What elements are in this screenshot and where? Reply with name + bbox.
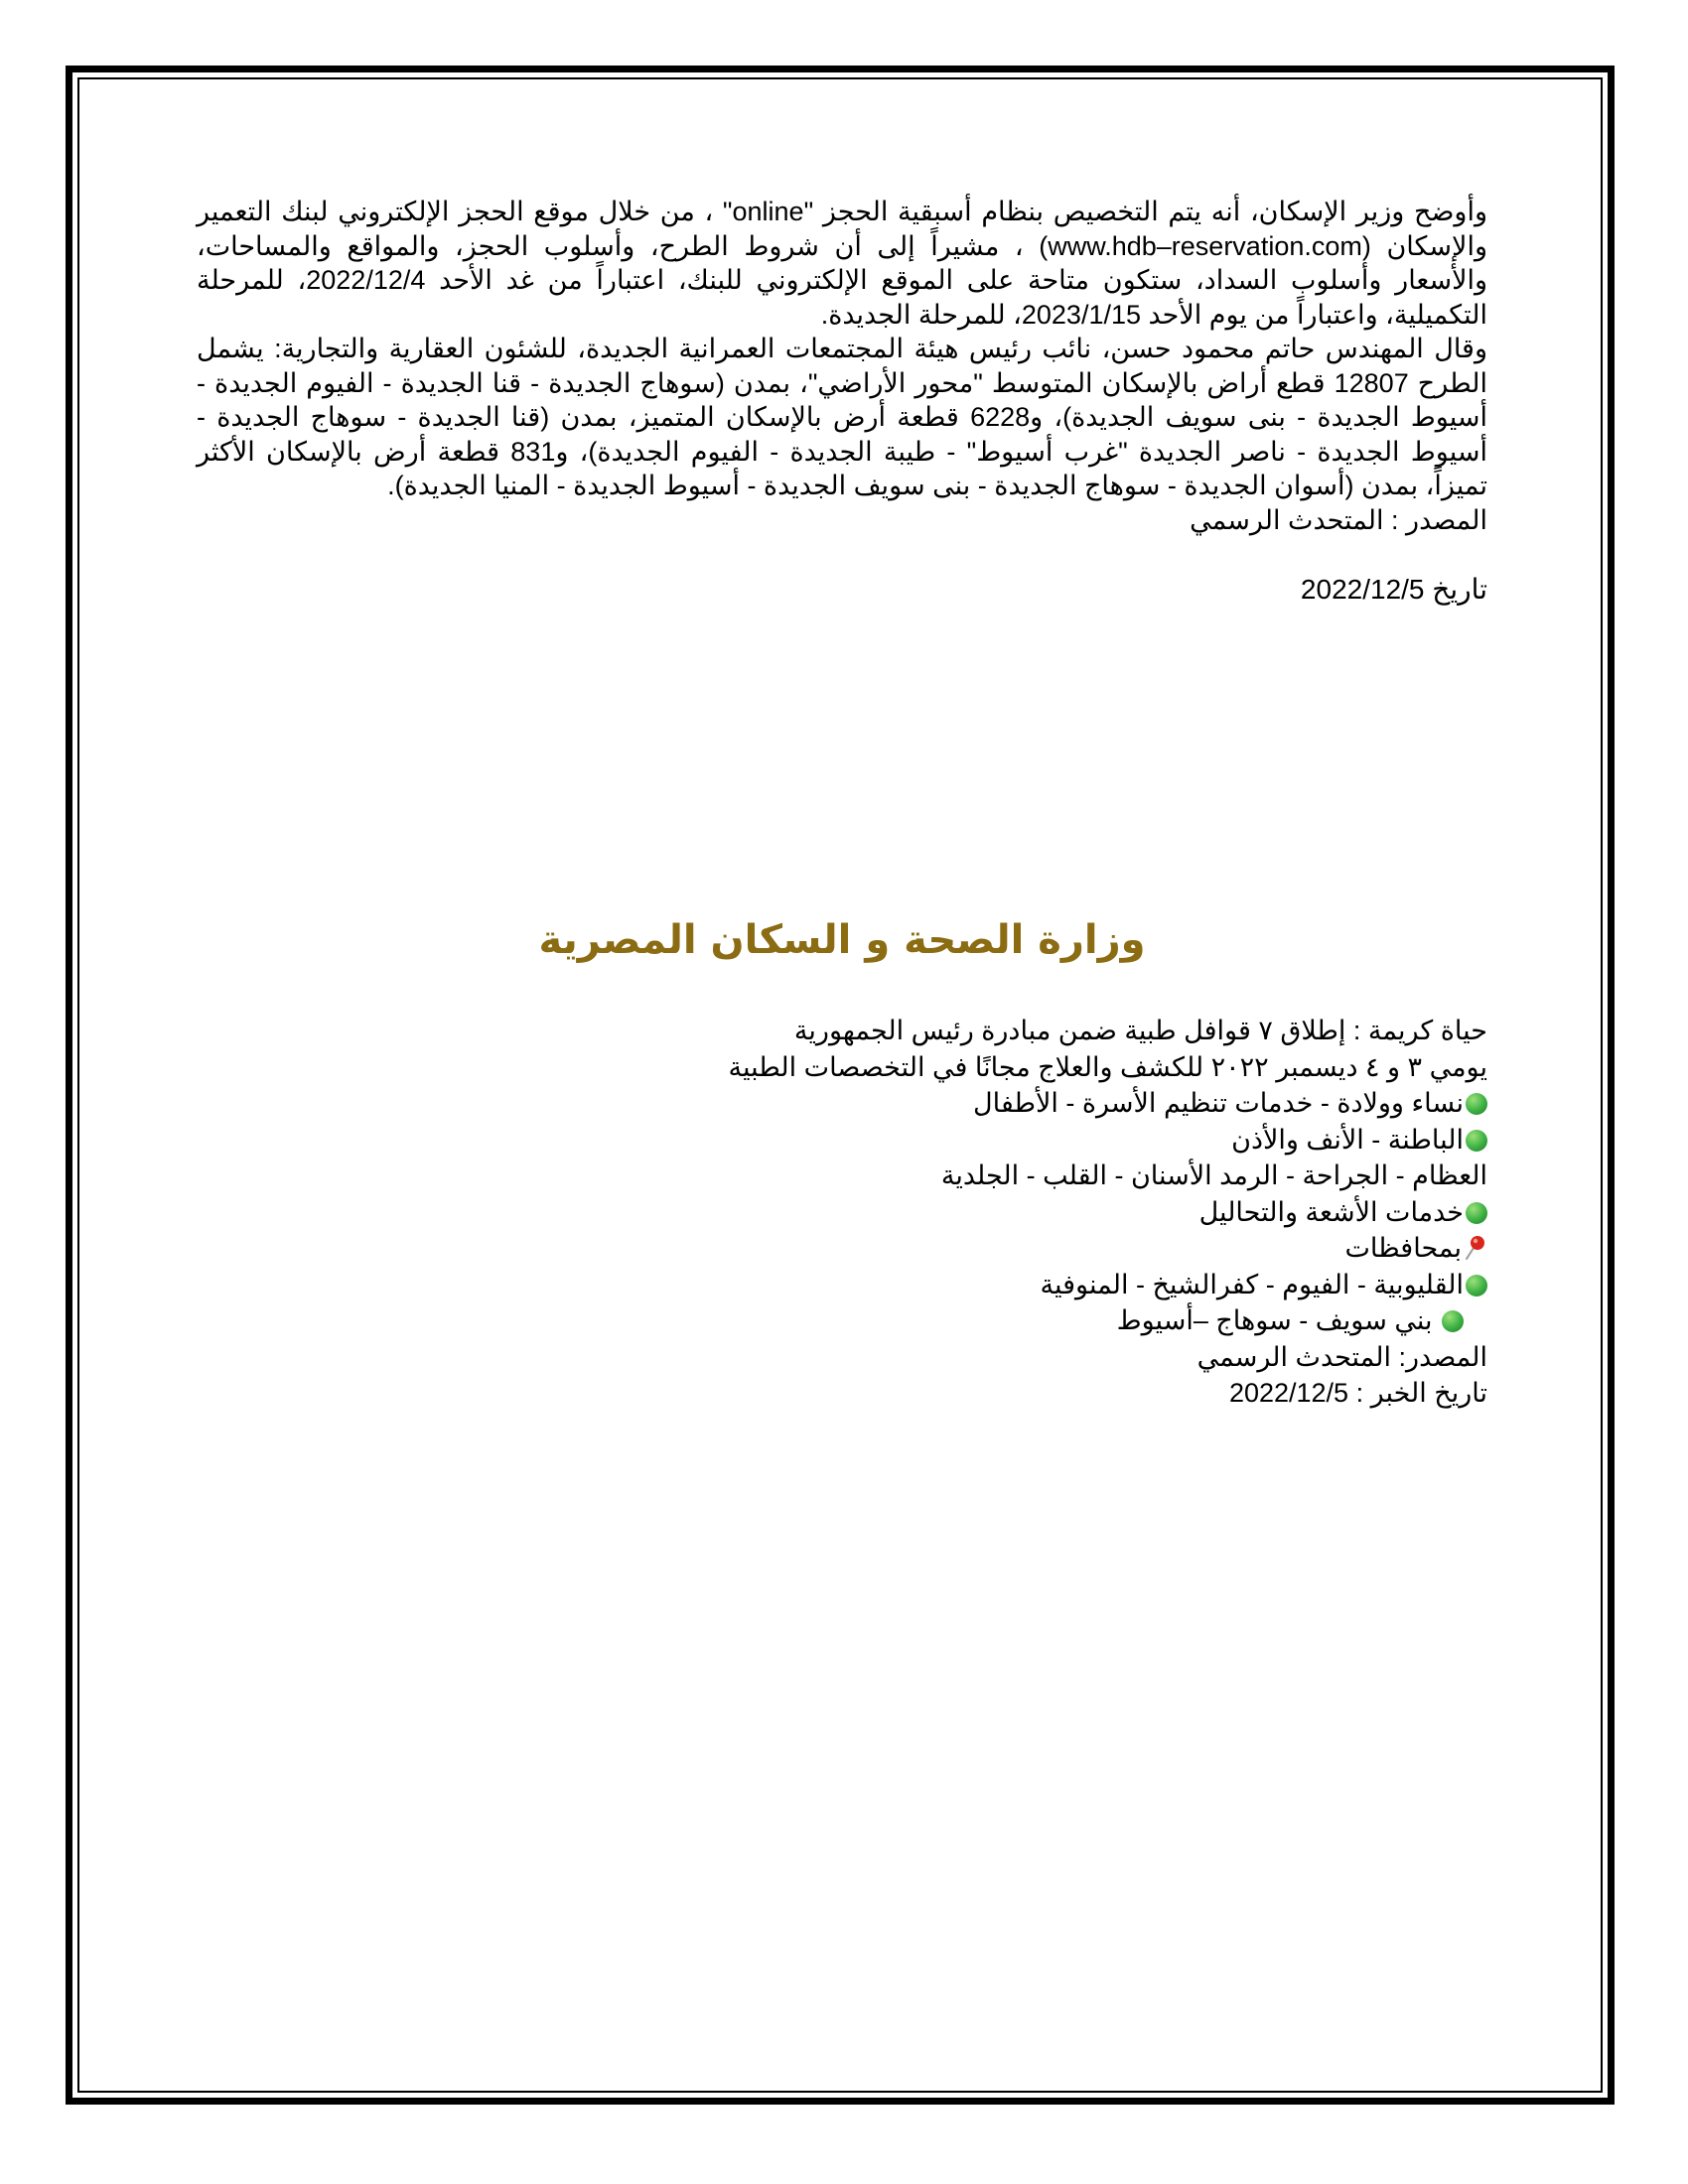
green-circle-icon: [1466, 1275, 1487, 1297]
housing-date: تاريخ 2022/12/5: [1300, 574, 1487, 605]
housing-source: المصدر : المتحدث الرسمي: [1190, 504, 1487, 535]
specialty-item-3: [197, 1194, 1487, 1231]
health-source: المصدر: المتحدث الرسمي: [1196, 1341, 1487, 1372]
green-circle-icon: [1466, 1130, 1487, 1152]
governorates-item-1-text: القليوبية - الفيوم - كفرالشيخ - المنوفية: [1040, 1269, 1464, 1299]
governorates-label: [197, 1230, 1487, 1267]
housing-paragraph-1: وأوضح وزير الإسكان، أنه يتم التخصيص بنظام أسبقية الحجز "online" ، من خلال موقع الحجز الإلكتروني لبنك التعمير والإسكان (www.hdb–reservation.com) ، مشيراً إلى أن شروط الطرح، وأسلوب الحجز، والمواقع والمساحات، والأسعار وأسلوب السداد، ستكون متاحة على الموقع الإلكتروني للبنك، اعتباراً من غد الأحد 2022/12/4، للمرحلة التكميلية، واعتباراً من يوم الأحد 2023/1/15، للمرحلة الجديدة.: [197, 197, 1488, 330]
specialty-item-1-text: نساء وولادة - خدمات تنظيم الأسرة - الأطفال: [972, 1088, 1464, 1118]
governorates-item-2-text: بني سويف - سوهاج –أسيوط: [1116, 1305, 1440, 1335]
round-pushpin-icon: [1464, 1235, 1487, 1261]
specialty-item-2-text: الباطنة - الأنف والأذن: [1231, 1124, 1464, 1155]
specialty-item-3-text: خدمات الأشعة والتحاليل: [1198, 1196, 1464, 1227]
housing-paragraph-2: وقال المهندس حاتم محمود حسن، نائب رئيس هيئة المجتمعات العمرانية الجديدة، للشئون العقارية والتجارية: يشمل الطرح 12807 قطع أراض بالإسكان المتوسط "محور الأراضي"، بمدن (سوهاج الجديدة - قنا الجديدة - الفيوم الجديدة - أسيوط الجديدة - بنى سويف الجديدة)، و6228 قطعة أرض بالإسكان المتميز، بمدن (قنا الجديدة - سوهاج الجديدة - أسيوط الجديدة - ناصر الجديدة "غرب أسيوط" - طيبة الجديدة - الفيوم الجديدة)، و831 قطعة أرض بالإسكان الأكثر تميزاً، بمدن (أسوان الجديدة - سوهاج الجديدة - بنى سويف الجديدة - أسيوط الجديدة - المنيا الجديدة).: [197, 334, 1487, 500]
governorates-label-text: بمحافظات: [1344, 1233, 1462, 1263]
health-headline: حياة كريمة : إطلاق ٧ قوافل طبية ضمن مبادرة رئيس الجمهورية: [793, 1016, 1487, 1045]
green-circle-icon: [1442, 1310, 1464, 1332]
housing-article: [197, 195, 1487, 608]
health-article: [197, 1013, 1487, 1412]
governorates-item-2: [197, 1302, 1487, 1339]
green-circle-icon: [1466, 1202, 1487, 1224]
specialty-line-3: العظام - الجراحة - الرمد الأسنان - القلب - الجلدية: [940, 1160, 1487, 1190]
green-circle-icon: [1466, 1093, 1487, 1115]
health-subheadline: يومي ٣ و ٤ ديسمبر ٢٠٢٢ للكشف والعلاج مجانًا في التخصصات الطبية: [728, 1051, 1487, 1082]
specialty-item-1: [197, 1085, 1487, 1122]
health-date: تاريخ الخبر : 2022/12/5: [1228, 1378, 1487, 1408]
governorates-item-1: [197, 1267, 1487, 1303]
specialty-item-2: [197, 1122, 1487, 1159]
health-ministry-title: وزارة الصحة و السكان المصرية: [538, 917, 1146, 963]
